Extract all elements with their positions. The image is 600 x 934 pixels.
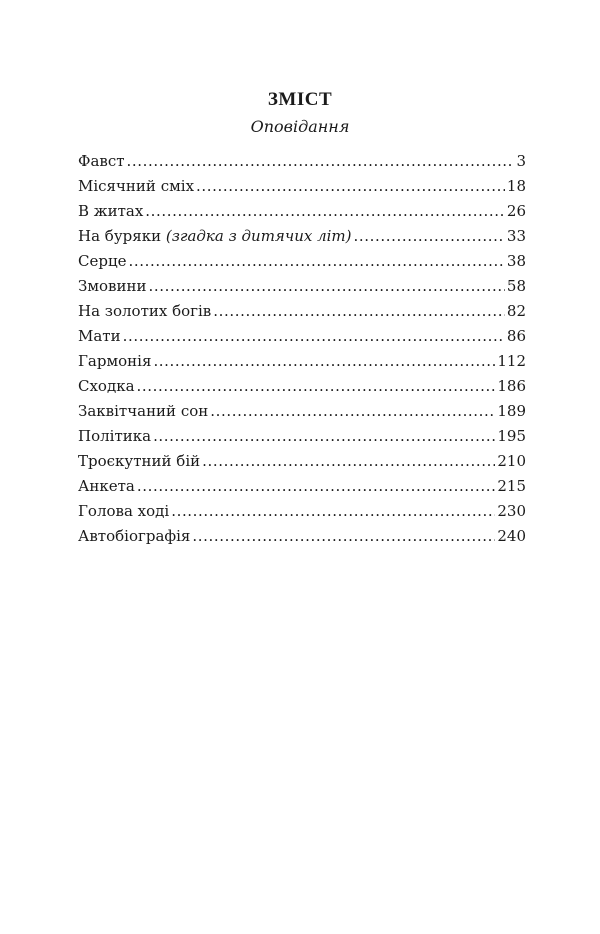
toc-entry-title: [78, 274, 146, 299]
toc-entry[interactable]: [78, 224, 526, 249]
toc-entry-title: [78, 174, 194, 199]
toc-entry-label: Анкета: [78, 477, 135, 495]
toc-entry-label: Автобіографія: [78, 527, 191, 545]
toc-entry[interactable]: [78, 524, 526, 549]
toc-entry[interactable]: [78, 474, 526, 499]
toc-entry-label: Гармонія: [78, 352, 152, 370]
toc-page-number: 18: [506, 177, 526, 195]
toc-entry[interactable]: [78, 199, 526, 224]
toc-entry[interactable]: [78, 249, 526, 274]
toc-entry[interactable]: [78, 324, 526, 349]
toc-leader-dots: [148, 274, 504, 299]
toc-leader-dots: [137, 474, 496, 499]
toc-entry-label: Сходка: [78, 377, 135, 395]
toc-entry-title: [78, 374, 135, 399]
toc-entry-title: [78, 149, 125, 174]
toc-entry-label: Заквітчаний сон: [78, 402, 209, 420]
toc-leader-dots: [196, 174, 505, 199]
toc-entry-title: [78, 499, 169, 524]
toc-leader-dots: [153, 424, 495, 449]
toc-page-number: 230: [497, 502, 526, 520]
toc-entry-label: В житах: [78, 202, 144, 220]
toc-entry[interactable]: [78, 424, 526, 449]
toc-entry[interactable]: [78, 374, 526, 399]
toc-leader-dots: [145, 199, 505, 224]
page-title: ЗМІСТ: [267, 88, 333, 110]
toc-page-number: 3: [516, 152, 526, 170]
toc-leader-dots: [127, 149, 515, 174]
toc-page-number: 58: [506, 277, 526, 295]
toc-entry-title: [78, 299, 211, 324]
toc-entry[interactable]: [78, 174, 526, 199]
toc-entry[interactable]: [78, 299, 526, 324]
toc-entry[interactable]: [78, 349, 526, 374]
toc-entry-title: [78, 474, 135, 499]
toc-page-number: 33: [506, 227, 526, 245]
toc-entry-label: Серце: [78, 252, 127, 270]
toc-entry-title: [78, 224, 352, 249]
toc-entry-note: (згадка з дитячих літ): [165, 227, 352, 245]
toc-entry-label: Фавст: [78, 152, 125, 170]
toc-leader-dots: [137, 374, 496, 399]
toc-page-number: 26: [506, 202, 526, 220]
toc-entry-label: Троєкутний бій: [78, 452, 201, 470]
toc-page-number: 240: [497, 527, 526, 545]
toc-entry[interactable]: [78, 399, 526, 424]
toc-leader-dots: [210, 399, 495, 424]
toc-entry[interactable]: [78, 449, 526, 474]
toc-entry-label: Змовини: [78, 277, 147, 295]
toc-entry[interactable]: [78, 149, 526, 174]
toc-page-number: 82: [506, 302, 526, 320]
toc-page-number: 215: [497, 477, 526, 495]
toc-leader-dots: [123, 324, 505, 349]
toc-entry-title: [78, 199, 143, 224]
toc-entry-label: На буряки: [78, 227, 166, 245]
toc-entry-title: [78, 349, 151, 374]
toc-entry[interactable]: [78, 274, 526, 299]
toc-entry-title: [78, 424, 151, 449]
toc-entry-label: На золотих богів: [78, 302, 212, 320]
table-of-contents: [78, 149, 526, 549]
toc-entry-title: [78, 524, 190, 549]
toc-entry-title: [78, 449, 200, 474]
toc-page-number: 189: [497, 402, 526, 420]
toc-entry-label: Місячний сміх: [78, 177, 195, 195]
toc-leader-dots: [128, 249, 504, 274]
toc-entry-label: Голова ході: [78, 502, 170, 520]
toc-page-number: 186: [497, 377, 526, 395]
toc-entry-title: [78, 249, 126, 274]
toc-page-number: 38: [506, 252, 526, 270]
toc-page-number: 210: [497, 452, 526, 470]
toc-page-number: 195: [497, 427, 526, 445]
toc-entry-label: Політика: [78, 427, 152, 445]
toc-page-number: 86: [506, 327, 526, 345]
toc-page-number: 112: [497, 352, 526, 370]
toc-leader-dots: [171, 499, 495, 524]
toc-entry-title: [78, 399, 208, 424]
toc-leader-dots: [153, 349, 495, 374]
toc-leader-dots: [202, 449, 495, 474]
toc-entry-label: Мати: [78, 327, 121, 345]
toc-leader-dots: [192, 524, 495, 549]
toc-leader-dots: [213, 299, 505, 324]
toc-entry-title: [78, 324, 121, 349]
toc-leader-dots: [354, 224, 505, 249]
toc-entry[interactable]: [78, 499, 526, 524]
section-title: Оповідання: [250, 117, 350, 136]
